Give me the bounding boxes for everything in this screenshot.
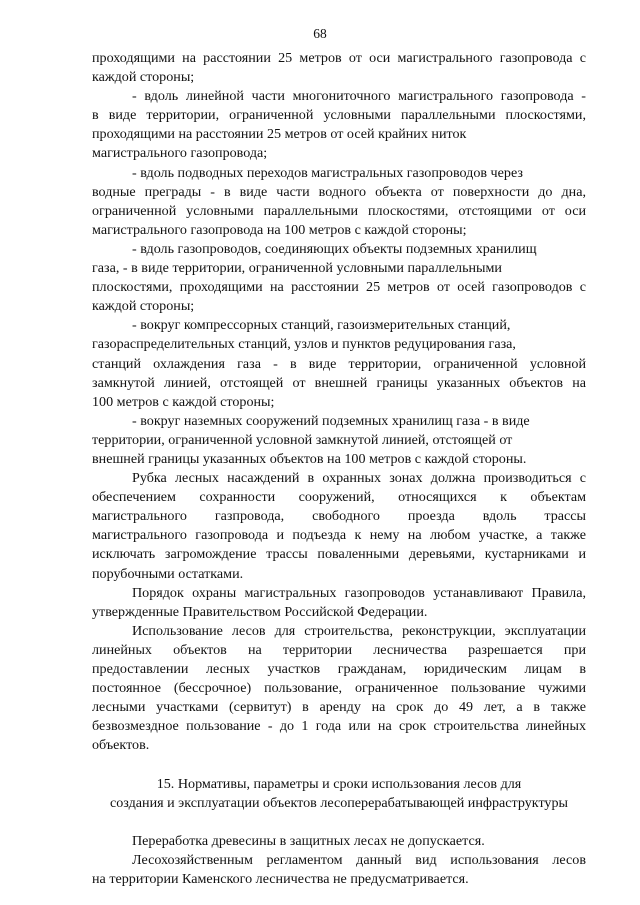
text-line: - вдоль подводных переходов магистральных газопроводов через (132, 164, 523, 181)
text-line: магистрального газопровода на 100 метров с каждой стороны; (92, 221, 467, 238)
text-line: - вдоль линейной части многониточного магистрального газопровода - (132, 88, 586, 105)
text-line: Использование лесов для строительства, реконструкции, эксплуатации (132, 622, 586, 639)
text-line: магистрального газопровода; (92, 145, 268, 162)
text-line: 100 метров с каждой стороны; (92, 393, 275, 410)
section-heading-line: 15. Нормативы, параметры и сроки использования лесов для (156, 775, 522, 792)
text-line: плоскостями, проходящими на расстоянии 25 метров от осей газопроводов с (92, 279, 586, 296)
text-line: Рубка лесных насаждений в охранных зонах должна производиться с (132, 470, 586, 487)
text-line: магистрального газопровода и подъезда к нему на любом участке, а также (92, 527, 586, 544)
section-heading-line: создания и эксплуатации объектов лесоперерабатывающей инфраструктуры (109, 794, 568, 811)
text-line: водные преграды - в виде части водного объекта от поверхности до дна, (92, 183, 586, 200)
text-line: проходящими на расстоянии 25 метров от осей крайних ниток (92, 126, 467, 143)
text-line: Порядок охраны магистральных газопроводов устанавливают Правила, (132, 584, 586, 601)
page-number: 68 (313, 26, 327, 41)
text-line: территории, ограниченной условной замкнутой линией, отстоящей от (92, 431, 513, 448)
body-text (92, 49, 586, 889)
text-line: магистрального газпровода, свободного проезда вдоль трассы (92, 508, 586, 525)
text-line: безвозмездное пользование - до 1 года или на срок строительства линейных (92, 718, 586, 735)
text-line: на территории Каменского лесничества не предусматривается. (92, 871, 469, 888)
text-line: проходящими на расстоянии 25 метров от оси магистрального газопровода с (92, 50, 586, 66)
text-line: исключать загромождение трассы поваленными деревьями, кустарниками и (92, 546, 586, 563)
text-line: предоставлении лесных участков гражданам, юридическим лицам в (92, 661, 586, 677)
text-line: лесными участками (сервитут) в аренду на срок до 49 лет, а в также (92, 699, 586, 716)
text-line: утвержденные Правительством Российской Федерации. (92, 603, 428, 620)
text-line: - вокруг наземных сооружений подземных хранилищ газа - в виде (132, 412, 530, 429)
text-line: каждой стороны; (92, 298, 195, 315)
spacer (92, 755, 586, 774)
text-line: газа, - в виде территории, ограниченной условными параллельными (92, 260, 502, 277)
text-line: - вокруг компрессорных станций, газоизмерительных станций, (132, 317, 511, 334)
text-line: каждой стороны; (92, 69, 195, 86)
text-line: порубочными остатками. (92, 565, 244, 582)
text-line: газораспределительных станций, узлов и пунктов редуцирования газа, (92, 336, 516, 353)
text-line: постоянное (бессрочное) пользование, ограниченное пользование чужими (92, 680, 586, 697)
text-line: Лесохозяйственным регламентом данный вид использования лесов (132, 851, 586, 868)
text-line: обеспечением сохранности сооружений, относящихся к объектам (92, 489, 586, 506)
text-line: замкнутой линией, отстоящей от внешней границы указанных объектов на (92, 374, 586, 391)
text-line: Переработка древесины в защитных лесах не допускается. (132, 832, 485, 849)
text-line: - вдоль газопроводов, соединяющих объекты подземных хранилищ (132, 240, 537, 257)
text-line: линейных объектов на территории лесничества разрешается при (92, 641, 586, 658)
text-line: станций охлаждения газа - в виде территории, ограниченной условной (92, 355, 586, 372)
text-line: ограниченной условными параллельными плоскостями, отстоящими от оси (92, 202, 586, 219)
text-line: объектов. (92, 737, 150, 754)
text-line: внешней границы указанных объектов на 100 метров с каждой стороны. (92, 450, 527, 467)
text-line: в виде территории, ограниченной условными параллельными плоскостями, (92, 107, 586, 124)
spacer (92, 813, 586, 832)
